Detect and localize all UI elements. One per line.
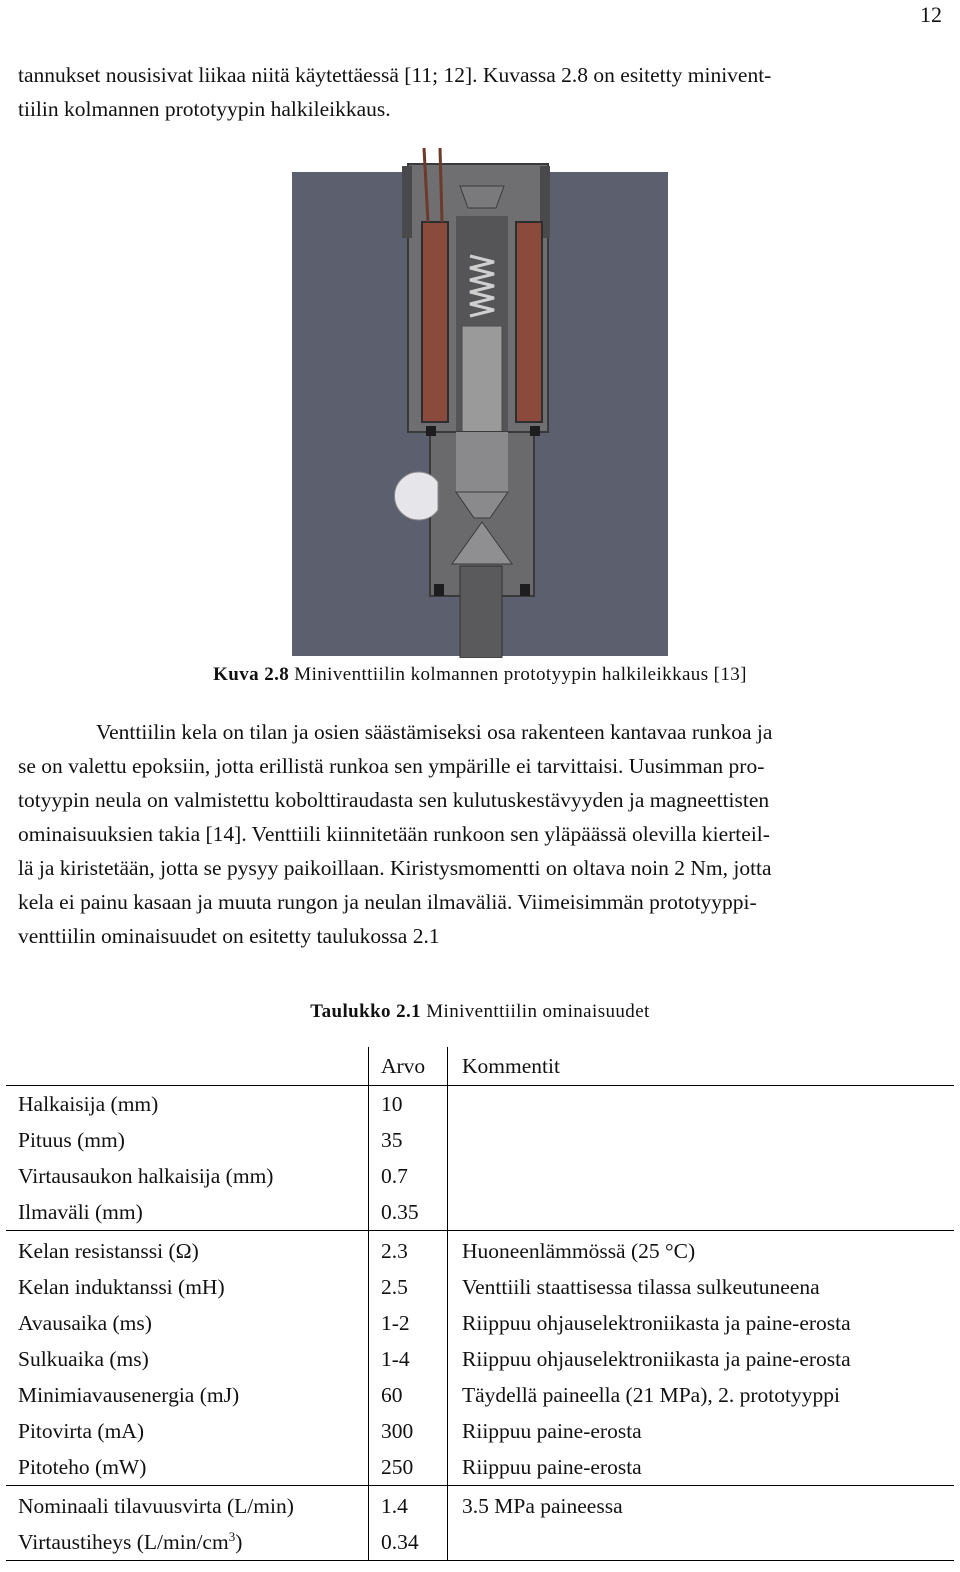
- table-row: [6, 1231, 954, 1270]
- ball: [395, 472, 438, 520]
- value-cell: 0.35: [369, 1194, 448, 1231]
- text-line: venttiilin ominaisuudet on esitetty taulukossa 2.1: [18, 924, 440, 948]
- table-caption: [0, 1001, 960, 1023]
- page-number: 12: [920, 2, 942, 27]
- text-line: ominaisuuksien takia [14]. Venttiili kiinnitetään runkoon sen yläpäässä olevilla kierteil-: [18, 822, 770, 846]
- value-cell: 0.7: [369, 1158, 448, 1194]
- table-row: [6, 1158, 954, 1194]
- comment-cell: [448, 1122, 955, 1158]
- table-row: [6, 1413, 954, 1449]
- intro-paragraph: [18, 58, 944, 126]
- property-cell: Kelan induktanssi (mH): [18, 1274, 225, 1299]
- properties-table: [6, 1047, 954, 1561]
- comment-cell: Kommentit: [448, 1047, 955, 1086]
- figure-caption: [0, 664, 960, 686]
- comment-cell: Venttiili staattisessa tilassa sulkeutuneena: [448, 1269, 955, 1305]
- table-label: Taulukko 2.1: [310, 1001, 422, 1022]
- table-row: [6, 1194, 954, 1231]
- text-line: lä ja kiristetään, jotta se pysyy paikoillaan. Kiristysmomentti on oltava noin 2 Nm, jotta: [18, 856, 772, 880]
- comment-cell: Täydellä paineella (21 MPa), 2. prototyyppi: [448, 1377, 955, 1413]
- value-cell: 35: [369, 1122, 448, 1158]
- seal-upper-right: [530, 426, 540, 436]
- seal-left: [434, 584, 444, 596]
- property-cell: Avausaika (ms): [18, 1310, 152, 1335]
- coil-right: [516, 222, 542, 422]
- property-cell: Pituus (mm): [18, 1127, 125, 1152]
- comment-cell: [448, 1194, 955, 1231]
- property-cell: [6, 1047, 369, 1086]
- table-row: [6, 1086, 954, 1123]
- value-cell: 60: [369, 1377, 448, 1413]
- text-line: tannukset nousisivat liikaa niitä käytettäessä [11; 12]. Kuvassa 2.8 on esitetty minivent-: [18, 63, 772, 87]
- value-cell: 1-2: [369, 1305, 448, 1341]
- comment-cell: Riippuu paine-erosta: [448, 1449, 955, 1486]
- table-row: [6, 1122, 954, 1158]
- table-row: [6, 1341, 954, 1377]
- comment-cell: 3.5 MPa paineessa: [448, 1486, 955, 1525]
- seal-right: [520, 584, 530, 596]
- comment-cell: [448, 1158, 955, 1194]
- wire-right: [440, 148, 442, 222]
- value-cell: 2.5: [369, 1269, 448, 1305]
- value-cell: 250: [369, 1449, 448, 1486]
- property-cell: Virtausaukon halkaisija (mm): [18, 1163, 274, 1188]
- top-cone: [460, 186, 504, 208]
- property-cell: Halkaisija (mm): [18, 1091, 159, 1116]
- body-paragraph: [18, 715, 944, 953]
- table-row: [6, 1377, 954, 1413]
- table-row: [6, 1269, 954, 1305]
- seal-upper-left: [426, 426, 436, 436]
- table-header-row: [6, 1047, 954, 1086]
- text-line: totyypin neula on valmistettu kobolttiraudasta sen kulutuskestävyyden ja magneettisten: [18, 788, 770, 812]
- value-cell: 2.3: [369, 1231, 448, 1270]
- text-line: tiilin kolmannen prototyypin halkileikkaus.: [18, 97, 391, 121]
- table-caption-text: Miniventtiilin ominaisuudet: [426, 1001, 650, 1022]
- comment-cell: Huoneenlämmössä (25 °C): [448, 1231, 955, 1270]
- property-cell: Pitoteho (mW): [18, 1454, 147, 1479]
- closing-paren: ): [235, 1530, 243, 1555]
- table-row: [6, 1305, 954, 1341]
- property-cell: Sulkuaika (ms): [18, 1346, 149, 1371]
- outlet-pipe: [460, 566, 502, 658]
- superscript: 3: [228, 1528, 236, 1544]
- value-cell: 300: [369, 1413, 448, 1449]
- value-cell: 1-4: [369, 1341, 448, 1377]
- property-cell: Kelan resistanssi (Ω): [6, 1231, 369, 1270]
- property-text: Virtaustiheys (L/min/cm: [18, 1530, 229, 1555]
- property-cell: Ilmaväli (mm): [18, 1199, 143, 1224]
- property-cell: Nominaali tilavuusvirta (L/min): [6, 1486, 369, 1525]
- valve-cross-section-figure: [290, 146, 680, 658]
- property-cell: [6, 1524, 369, 1561]
- needle-guide: [456, 432, 508, 492]
- table-row: [6, 1449, 954, 1486]
- table-row: [6, 1486, 954, 1525]
- comment-cell: [448, 1086, 955, 1123]
- figure-label: Kuva 2.8: [213, 664, 290, 685]
- property-cell: Pitovirta (mA): [18, 1418, 144, 1443]
- comment-cell: Riippuu ohjauselektroniikasta ja paine-erosta: [448, 1305, 955, 1341]
- figure-caption-text: Miniventtiilin kolmannen prototyypin halkileikkaus [13]: [294, 664, 747, 685]
- top-thread-left: [402, 166, 412, 238]
- text-line: se on valettu epoksiin, jotta erillistä runkoa sen ympärille ei tarvittaisi. Uusimman pro-: [18, 754, 765, 778]
- value-cell: Arvo: [369, 1047, 448, 1086]
- value-cell: 10: [369, 1086, 448, 1123]
- property-cell: Minimiavausenergia (mJ): [18, 1382, 240, 1407]
- value-cell: 1.4: [369, 1486, 448, 1525]
- comment-cell: Riippuu ohjauselektroniikasta ja paine-erosta: [448, 1341, 955, 1377]
- text-line: Venttiilin kela on tilan ja osien säästämiseksi osa rakenteen kantavaa runkoa ja: [96, 720, 773, 744]
- table-row: [6, 1524, 954, 1561]
- text-line: kela ei painu kasaan ja muuta rungon ja neulan ilmaväliä. Viimeisimmän prototyyppi-: [18, 890, 757, 914]
- comment-cell: [448, 1524, 955, 1561]
- coil-left: [422, 222, 448, 422]
- value-cell: 0.34: [369, 1524, 448, 1561]
- comment-cell: Riippuu paine-erosta: [448, 1413, 955, 1449]
